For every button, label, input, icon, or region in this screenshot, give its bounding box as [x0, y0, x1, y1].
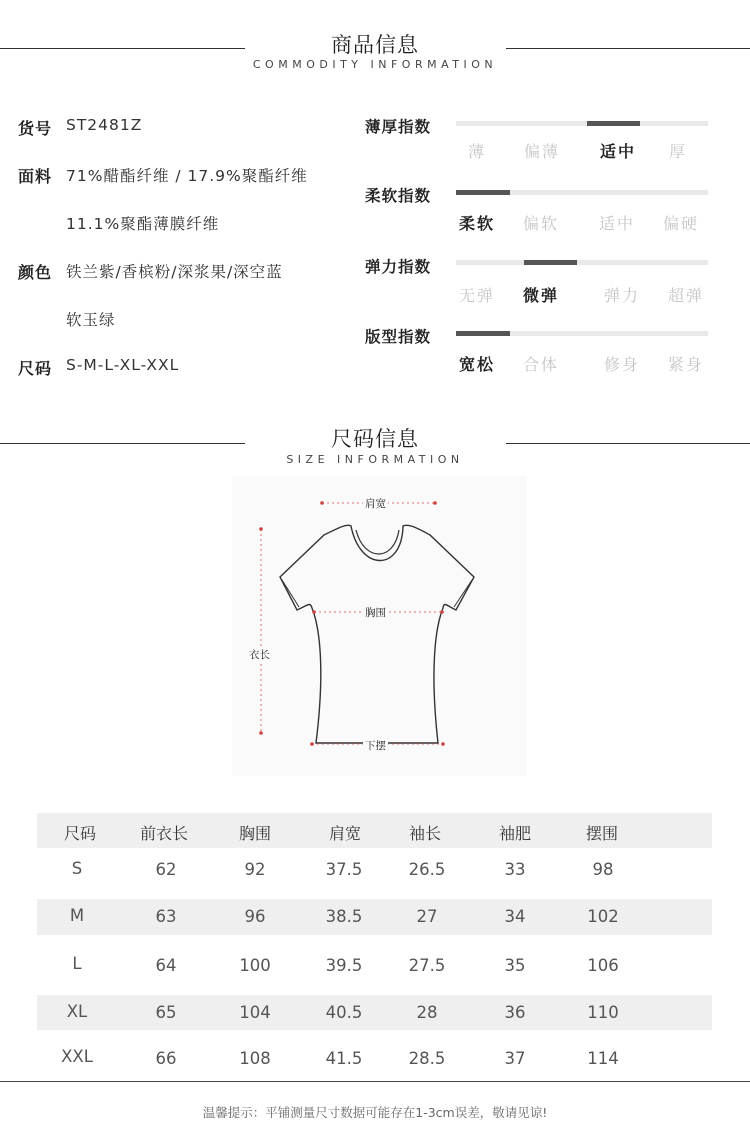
index-option: 紧身 [667, 355, 704, 374]
table-cell: 36 [504, 1003, 526, 1022]
table-cell: 28.5 [408, 1049, 446, 1068]
header-cell: 胸围 [238, 824, 271, 843]
size-table [37, 813, 712, 1080]
size-value: S-M-L-XL-XXL [66, 356, 180, 374]
shoulder-dot-right [433, 501, 437, 505]
table-row [37, 849, 712, 897]
garment-diagram [232, 476, 527, 776]
chest-dot-right [440, 610, 444, 614]
index-option: 弹力 [603, 286, 640, 305]
index-track [456, 260, 708, 265]
header-cell: 袖长 [408, 824, 441, 843]
index-option: 超弹 [667, 286, 704, 305]
table-row [37, 935, 712, 995]
index-option: 偏软 [522, 214, 559, 233]
table-cell: 66 [155, 1049, 177, 1068]
table-cell: 100 [239, 956, 271, 975]
item-no-value: ST2481Z [66, 116, 143, 134]
table-cell: S [71, 859, 83, 878]
table-cell: 37.5 [325, 860, 363, 879]
index-track [456, 190, 708, 195]
table-row [37, 899, 712, 935]
index-option: 偏薄 [523, 142, 560, 161]
chest-label: 胸围 [365, 607, 386, 619]
index-option: 适中 [599, 142, 636, 161]
commodity-title: 商品信息 [331, 33, 419, 57]
size-info-subtitle: SIZE INFORMATION [286, 453, 464, 466]
shoulder-label: 肩宽 [365, 498, 386, 510]
index-fill [587, 121, 641, 126]
shoulder-dot-left [320, 501, 324, 505]
header-cell: 摆围 [585, 824, 618, 843]
table-cell: 110 [587, 1003, 619, 1022]
table-cell: 26.5 [408, 860, 446, 879]
index-title: 弹力指数 [365, 258, 432, 276]
table-cell: 40.5 [325, 1003, 363, 1022]
hem-dot-left [310, 742, 314, 746]
index-option: 修身 [603, 355, 640, 374]
header-cell: 前衣长 [139, 824, 188, 843]
table-cell: 27 [416, 907, 438, 926]
table-cell: XL [66, 1002, 88, 1021]
index-track [456, 331, 708, 336]
table-cell: 64 [155, 956, 177, 975]
tshirt-outline [280, 525, 474, 743]
fabric-label: 面料 [18, 167, 53, 186]
table-cell: L [72, 954, 82, 973]
index-title: 薄厚指数 [365, 118, 432, 136]
index-option: 合体 [522, 355, 559, 374]
table-cell: 33 [504, 860, 526, 879]
chest-dot-left [312, 610, 316, 614]
index-option: 偏硬 [662, 214, 699, 233]
tshirt-collar-inner [356, 530, 399, 554]
index-option: 宽松 [458, 355, 495, 374]
commodity-subtitle: COMMODITY INFORMATION [252, 58, 498, 71]
index-fill [456, 331, 510, 336]
table-cell: 114 [587, 1049, 619, 1068]
index-option: 微弹 [522, 286, 559, 305]
table-cell: 92 [244, 860, 266, 879]
table-cell: 104 [239, 1003, 271, 1022]
length-dot-bottom [259, 731, 263, 735]
index-fill [456, 190, 510, 195]
index-option: 适中 [598, 214, 635, 233]
table-cell: 102 [587, 907, 619, 926]
table-cell: 41.5 [325, 1049, 363, 1068]
table-cell: 39.5 [325, 956, 363, 975]
index-option: 薄 [467, 142, 486, 161]
table-cell: 37 [504, 1049, 526, 1068]
fabric-value-line1: 71%醋酯纤维 / 17.9%聚酯纤维 [66, 167, 308, 185]
table-cell: 65 [155, 1003, 177, 1022]
index-track [456, 121, 708, 126]
table-cell: 34 [504, 907, 526, 926]
size-label: 尺码 [18, 359, 53, 378]
size-info-title: 尺码信息 [331, 427, 419, 451]
hem-label: 下摆 [365, 740, 386, 752]
table-bottom-line [0, 1081, 750, 1082]
table-cell: 63 [155, 907, 177, 926]
header-cell: 尺码 [63, 824, 96, 843]
item-no-label: 货号 [18, 119, 53, 138]
table-cell: 62 [155, 860, 177, 879]
header-cell: 袖肥 [498, 824, 531, 843]
color-value-line1: 铁兰紫/香槟粉/深浆果/深空蓝 [66, 263, 283, 281]
index-title: 版型指数 [365, 328, 432, 346]
table-row [37, 1030, 712, 1080]
table-cell: M [69, 906, 85, 925]
tshirt-svg [232, 476, 527, 776]
table-cell: 106 [587, 956, 619, 975]
table-cell: 98 [592, 860, 614, 879]
color-value-line2: 软玉绿 [66, 311, 116, 329]
hem-dot-right [441, 742, 445, 746]
index-option: 柔软 [458, 214, 495, 233]
length-label: 衣长 [249, 649, 270, 661]
index-option: 厚 [668, 142, 687, 161]
header-cell: 肩宽 [328, 824, 361, 843]
color-label: 颜色 [18, 263, 53, 282]
table-cell: 35 [504, 956, 526, 975]
table-cell: 38.5 [325, 907, 363, 926]
index-title: 柔软指数 [365, 187, 432, 205]
measurement-tip: 温馨提示：平铺测量尺寸数据可能存在1-3cm误差，敬请见谅! [202, 1105, 548, 1120]
index-fill [524, 260, 578, 265]
index-option: 无弹 [458, 286, 495, 305]
table-cell: 28 [416, 1003, 438, 1022]
table-header-row [37, 813, 712, 848]
length-dot-top [259, 527, 263, 531]
table-cell: 96 [244, 907, 266, 926]
table-row [37, 995, 712, 1030]
table-cell: 27.5 [408, 956, 446, 975]
fabric-value-line2: 11.1%聚酯薄膜纤维 [66, 215, 220, 233]
table-cell: 108 [239, 1049, 271, 1068]
table-cell: XXL [61, 1047, 93, 1066]
